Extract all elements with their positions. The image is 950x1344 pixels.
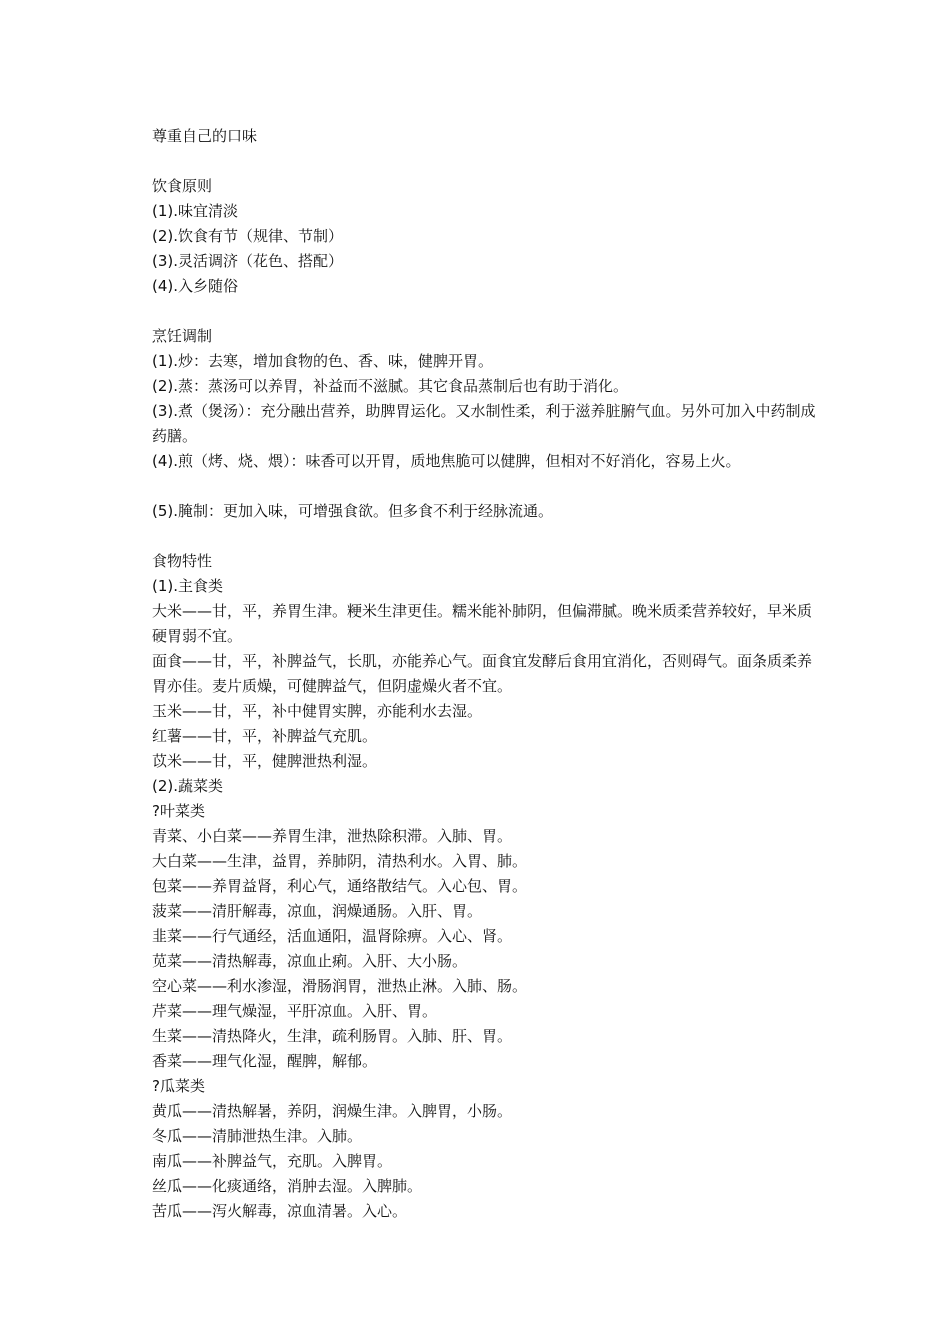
melon-item: 黄瓜——清热解暑，养阴，润燥生津。入脾胃，小肠。 — [152, 1102, 513, 1120]
document-title: 尊重自己的口味 — [152, 127, 258, 145]
spacer — [152, 149, 822, 174]
spacer — [152, 524, 822, 549]
melon-item: 苦瓜——泻火解毒，凉血清暑。入心。 — [152, 1202, 408, 1220]
leafy-item: 韭菜——行气通经，活血通阳，温肾除痹。入心、肾。 — [152, 927, 513, 945]
leafy-item: 芹菜——理气燥湿，平肝凉血。入肝、胃。 — [152, 1002, 438, 1020]
section-heading-foods: 食物特性 — [152, 552, 213, 570]
principle-item: (3).灵活调济（花色、搭配） — [152, 252, 344, 270]
principle-item: (4).入乡随俗 — [152, 277, 239, 295]
category-heading-melons: ?瓜菜类 — [152, 1077, 205, 1095]
leafy-item: 菠菜——清肝解毒，凉血，润燥通肠。入肝、胃。 — [152, 902, 483, 920]
cooking-item: (3).煮（煲汤）：充分融出营养，助脾胃运化。又水制性柔，利于滋养脏腑气血。另外可加入中药制成药膳。 — [152, 402, 816, 445]
staple-item: 苡米——甘，平，健脾泄热利湿。 — [152, 752, 378, 770]
cooking-item: (1).炒：去寒，增加食物的色、香、味，健脾开胃。 — [152, 352, 494, 370]
spacer — [152, 299, 822, 324]
subsection-heading-vegetables: (2).蔬菜类 — [152, 777, 224, 795]
category-heading-leafy: ?叶菜类 — [152, 802, 205, 820]
section-heading-cooking: 烹饪调制 — [152, 327, 213, 345]
leafy-item: 大白菜——生津，益胃，养肺阴，清热利水。入胃、肺。 — [152, 852, 528, 870]
melon-item: 冬瓜——清肺泄热生津。入肺。 — [152, 1127, 363, 1145]
staple-item: 玉米——甘，平，补中健胃实脾，亦能利水去湿。 — [152, 702, 483, 720]
melon-item: 丝瓜——化痰通络，消肿去湿。入脾肺。 — [152, 1177, 423, 1195]
principle-item: (2).饮食有节（规律、节制） — [152, 227, 344, 245]
cooking-item: (2).蒸：蒸汤可以养胃，补益而不滋腻。其它食品蒸制后也有助于消化。 — [152, 377, 629, 395]
leafy-item: 苋菜——清热解毒，凉血止痢。入肝、大小肠。 — [152, 952, 468, 970]
melon-item: 南瓜——补脾益气，充肌。入脾胃。 — [152, 1152, 393, 1170]
leafy-item: 青菜、小白菜——养胃生津，泄热除积滞。入肺、胃。 — [152, 827, 513, 845]
spacer — [152, 474, 822, 499]
staple-item: 红薯——甘，平，补脾益气充肌。 — [152, 727, 378, 745]
principle-item: (1).味宜清淡 — [152, 202, 239, 220]
leafy-item: 包菜——养胃益肾，利心气，通络散结气。入心包、胃。 — [152, 877, 528, 895]
cooking-item: (4).煎（烤、烧、煨）：味香可以开胃，质地焦脆可以健脾，但相对不好消化，容易上火。 — [152, 452, 741, 470]
leafy-item: 香菜——理气化湿，醒脾，解郁。 — [152, 1052, 378, 1070]
cooking-item: (5).腌制：更加入味，可增强食欲。但多食不利于经脉流通。 — [152, 502, 554, 520]
leafy-item: 空心菜——利水渗湿，滑肠润胃，泄热止淋。入肺、肠。 — [152, 977, 528, 995]
staple-item: 大米——甘，平，养胃生津。粳米生津更佳。糯米能补肺阴，但偏滞腻。晚米质柔营养较好，早米质硬胃弱不宜。 — [152, 602, 813, 645]
subsection-heading-staple: (1).主食类 — [152, 577, 224, 595]
staple-item: 面食——甘，平，补脾益气，长肌，亦能养心气。面食宜发酵后食用宜消化，否则碍气。面条质柔养胃亦佳。麦片质燥，可健脾益气，但阴虚燥火者不宜。 — [152, 652, 813, 695]
leafy-item: 生菜——清热降火，生津，疏利肠胃。入肺、肝、胃。 — [152, 1027, 513, 1045]
section-heading-principles: 饮食原则 — [152, 177, 213, 195]
document-body — [152, 124, 822, 1224]
